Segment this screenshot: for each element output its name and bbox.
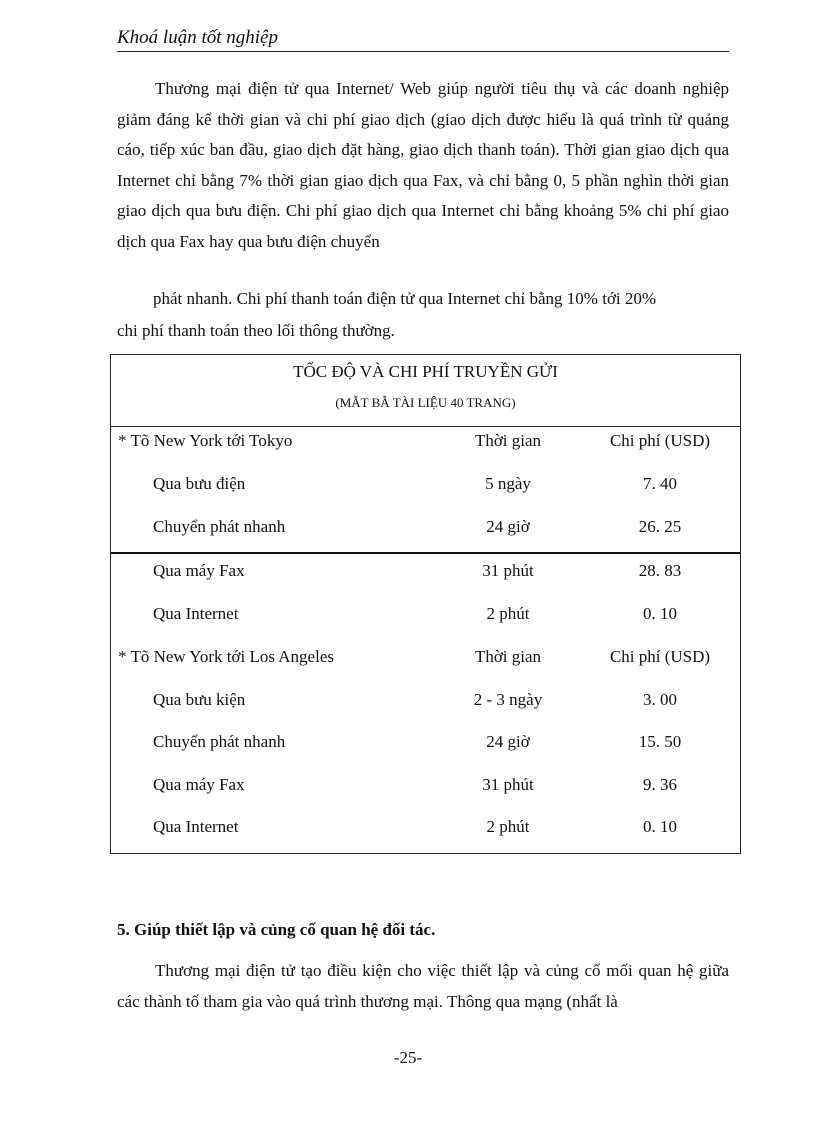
table-row [111, 470, 740, 498]
cost-cell: 9. 36 [643, 775, 677, 794]
cost-header-cell: Chi phí (USD) [609, 431, 711, 450]
method-cell: Qua máy Fax [153, 775, 245, 794]
time-header-cell: Thời gian [474, 431, 542, 450]
table-row [111, 600, 740, 628]
paragraph-partnership [117, 956, 729, 1017]
page-number: -25- [393, 1048, 423, 1067]
cost-cell: 15. 50 [638, 732, 682, 751]
method-cell: Qua máy Fax [153, 561, 245, 580]
cost-cell: 0. 10 [643, 604, 677, 623]
table-row-group-header [111, 427, 740, 455]
method-cell: Qua bưu kiện [153, 690, 246, 709]
method-cell: Chuyển phát nhanh [153, 517, 286, 536]
table-row [111, 771, 740, 799]
route-cell: * Tõ New York tới Tokyo [118, 431, 293, 450]
table-row [111, 513, 740, 541]
table-row [111, 557, 740, 585]
paragraph-text: Thương mại điện tử qua Internet/ Web giúp người tiêu thụ và các doanh nghiệp giảm đáng kể thời gian và chi phí giao dịch (giao dịch được hiểu là quá trình từ quảng cáo, tiếp xúc ban đầu, giao dịch đặt hàng, giao dịch thanh toán). Thời gian giao dịch qua Internet chỉ bằng 7% thời gian giao dịch qua Fax, và chỉ bằng 0, 5 phần nghìn thời gian giao dịch qua bưu điện. Chi phí giao dịch qua Internet chỉ bằng khoảng 5% chi phí giao dịch qua Fax hay qua bưu điện chuyển [117, 79, 729, 251]
table-row-group-header [111, 643, 740, 671]
cost-cell: 28. 83 [638, 561, 682, 580]
table-row [111, 686, 740, 714]
section-heading: 5. Giúp thiết lập và củng cố quan hệ đối tác. [117, 920, 436, 939]
time-cell: 2 - 3 ngày [473, 690, 543, 709]
method-cell: Qua Internet [153, 817, 239, 836]
paragraph-payment-costs-cont: chi phí thanh toán theo lối thông thường. [117, 321, 395, 340]
cost-cell: 3. 00 [643, 690, 677, 709]
table-divider-thick [111, 552, 740, 554]
method-cell: Qua bưu điện [153, 474, 246, 493]
table-row [111, 813, 740, 841]
time-header-cell: Thời gian [474, 647, 542, 666]
cost-cell: 26. 25 [638, 517, 682, 536]
cost-cell: 7. 40 [643, 474, 677, 493]
table-title: TỐC ĐỘ VÀ CHI PHÍ TRUYỀN GỬI [293, 362, 558, 381]
cost-cell: 0. 10 [643, 817, 677, 836]
time-cell: 31 phút [482, 775, 534, 794]
paragraph-text: Thương mại điện tử tạo điều kiện cho việc thiết lập và củng cố mối quan hệ giữa các thành tố tham gia vào quá trình thương mại. Thông qua mạng (nhất là [117, 961, 729, 1011]
route-cell: * Tõ New York tới Los Angeles [118, 647, 334, 666]
time-cell: 24 giờ [486, 732, 530, 751]
time-cell: 2 phút [486, 817, 530, 836]
cost-header-cell: Chi phí (USD) [609, 647, 711, 666]
method-cell: Qua Internet [153, 604, 239, 623]
paragraph-transaction-costs [117, 74, 729, 257]
page-header: Khoá luận tốt nghiệp [117, 26, 729, 52]
cost-comparison-table [110, 354, 741, 854]
method-cell: Chuyển phát nhanh [153, 732, 286, 751]
table-subtitle: (MẪT BẪ TÀI LIỆU 40 TRANG) [335, 395, 516, 410]
paragraph-payment-costs: phát nhanh. Chi phí thanh toán điện tử qua Internet chỉ bằng 10% tới 20% [153, 289, 657, 308]
time-cell: 31 phút [482, 561, 534, 580]
time-cell: 2 phút [486, 604, 530, 623]
time-cell: 5 ngày [485, 474, 531, 493]
time-cell: 24 giờ [486, 517, 530, 536]
table-row [111, 728, 740, 756]
